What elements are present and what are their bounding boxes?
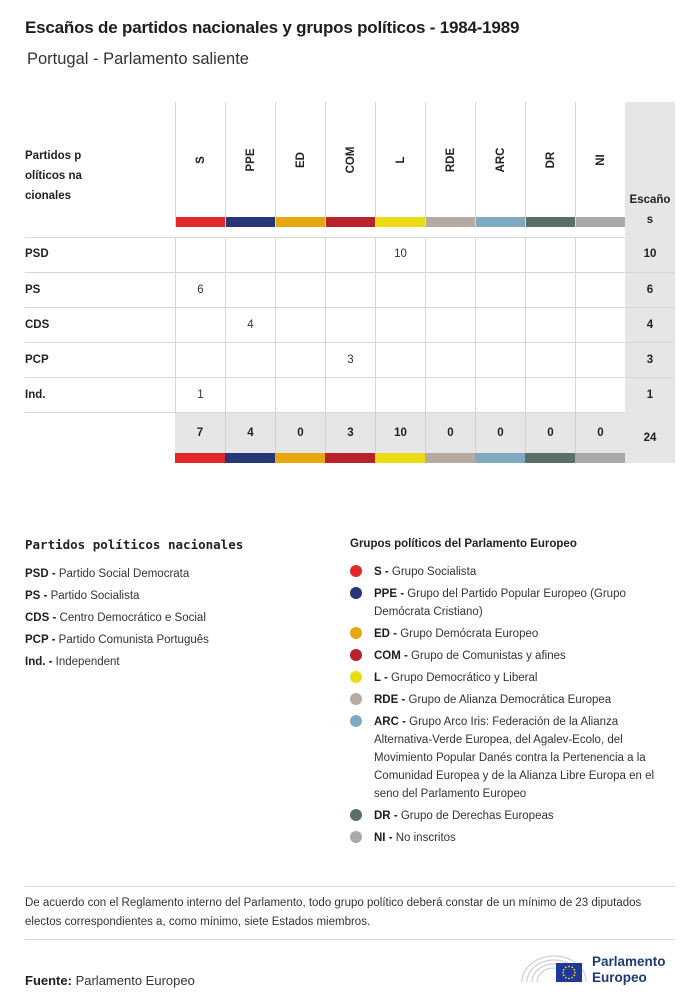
group-legend-item — [350, 807, 675, 825]
table-cell — [525, 273, 575, 308]
column-header-ni — [575, 102, 625, 227]
legend-dot-icon — [350, 693, 362, 705]
group-legend-item — [350, 713, 675, 803]
table-row — [25, 272, 675, 307]
color-bar-rde — [426, 217, 476, 227]
total-label: Escaños — [629, 194, 671, 226]
group-legend-item — [350, 669, 675, 687]
bottom-color-bar-ed — [275, 453, 325, 463]
column-total: 0 — [525, 413, 575, 453]
legend-abbr: NI - — [374, 832, 393, 844]
column-header-arc — [475, 102, 525, 227]
column-header-ppe — [225, 102, 275, 227]
column-header-s — [175, 102, 225, 227]
column-header-l — [375, 102, 425, 227]
divider-bottom — [25, 939, 675, 940]
row-label: PS — [25, 284, 41, 296]
legend-dot-icon — [350, 809, 362, 821]
source-label: Fuente: — [25, 973, 72, 988]
table-cell — [225, 237, 275, 272]
table-cell — [375, 378, 425, 413]
chart-subtitle: Portugal - Parlamento saliente — [27, 50, 249, 68]
total-column-header — [625, 102, 675, 237]
column-header-ed — [275, 102, 325, 227]
group-legend-item — [350, 647, 675, 665]
table-cell — [325, 378, 375, 413]
column-label: COM — [344, 146, 357, 174]
legend-dot-icon — [350, 671, 362, 683]
color-bar-ppe — [226, 217, 276, 227]
bottom-color-bar-ni — [575, 453, 625, 463]
parliament-logo — [518, 948, 678, 990]
legend-name: Grupo de Comunistas y afines — [407, 650, 566, 662]
table-cell — [325, 273, 375, 308]
legend-name: Independent — [52, 656, 120, 668]
legend-abbr: PSD - — [25, 568, 56, 580]
chart-title: Escaños de partidos nacionales y grupos políticos - 1984-1989 — [25, 18, 520, 37]
table-cell — [275, 308, 325, 343]
row-total: 3 — [625, 343, 675, 378]
color-bar-com — [326, 217, 376, 227]
national-party-legend-item — [25, 629, 325, 651]
legend-dot-icon — [350, 627, 362, 639]
table-cell: 10 — [375, 237, 425, 272]
table-cell — [525, 343, 575, 378]
column-label: ED — [294, 152, 307, 168]
row-total: 6 — [625, 273, 675, 308]
footnote: De acuerdo con el Reglamento interno del Parlamento, todo grupo político deberá constar de un mínimo de 23 diputados electos correspondientes a, como mínimo, siete Estados miembros. — [25, 897, 642, 928]
column-totals-row — [175, 413, 625, 453]
groups-legend-title: Grupos políticos del Parlamento Europeo — [350, 538, 577, 550]
color-bar-s — [176, 217, 226, 227]
column-label: RDE — [444, 147, 457, 173]
row-label: CDS — [25, 319, 50, 331]
bottom-color-bar-com — [325, 453, 375, 463]
table-row — [25, 307, 675, 342]
column-label: DR — [544, 151, 557, 169]
table-cell — [575, 308, 625, 343]
table-cell: 6 — [175, 273, 225, 308]
table-cell: 3 — [325, 343, 375, 378]
table-cell — [175, 237, 225, 272]
table-cell — [175, 308, 225, 343]
group-legend-item — [350, 563, 675, 581]
table-cell — [475, 378, 525, 413]
table-row — [25, 342, 675, 377]
legend-abbr: Ind. - — [25, 656, 53, 668]
table-cell — [275, 237, 325, 272]
national-parties-legend — [25, 563, 325, 673]
legend-abbr: L - — [374, 672, 388, 684]
table-cell — [425, 273, 475, 308]
source — [25, 973, 195, 988]
table-cell: 1 — [175, 378, 225, 413]
bottom-color-bar-arc — [475, 453, 525, 463]
column-label: PPE — [244, 148, 257, 172]
legend-name: No inscritos — [392, 832, 456, 844]
column-total: 3 — [325, 413, 375, 453]
table-cell — [525, 378, 575, 413]
color-bar-l — [376, 217, 426, 227]
row-label: PCP — [25, 354, 49, 366]
legend-name: Grupo del Partido Popular Europeo (Grupo Demócrata Cristiano) — [374, 588, 626, 618]
column-label: ARC — [494, 147, 507, 173]
legend-abbr: PS - — [25, 590, 48, 602]
bottom-color-bar-ppe — [225, 453, 275, 463]
row-label: Ind. — [25, 389, 46, 401]
legend-abbr: DR - — [374, 810, 398, 822]
hemicycle-flag-icon — [518, 948, 590, 990]
legend-name: Grupo Arco Iris: Federación de la Alianza Alternativa-Verde Europea, del Agalev-Ecolo, del Movimiento Popular Danés contra la Pertenencia a la Comunidad Europea y de la Alianza Libre Europa en el seno del Parlamento Europeo — [374, 716, 655, 800]
row-total: 1 — [625, 378, 675, 413]
row-total: 10 — [625, 237, 675, 272]
national-party-legend-item — [25, 585, 325, 607]
column-label: L — [394, 156, 407, 164]
column-label: S — [194, 156, 207, 164]
table-cell — [375, 343, 425, 378]
national-parties-legend-title: Partidos políticos nacionales — [25, 537, 244, 552]
table-cell — [525, 308, 575, 343]
groups-legend — [350, 563, 675, 851]
legend-name: Partido Comunista Português — [55, 634, 209, 646]
table-cell — [575, 237, 625, 272]
table-cell — [175, 343, 225, 378]
legend-dot-icon — [350, 565, 362, 577]
legend-dot-icon — [350, 831, 362, 843]
column-header-com — [325, 102, 375, 227]
group-legend-item — [350, 829, 675, 847]
source-value: Parlamento Europeo — [75, 973, 195, 988]
color-bar-arc — [476, 217, 526, 227]
legend-name: Grupo de Derechas Europeas — [397, 810, 554, 822]
national-party-legend-item — [25, 651, 325, 673]
legend-name: Grupo de Alianza Democrática Europea — [405, 694, 612, 706]
legend-name: Partido Socialista — [47, 590, 140, 602]
table-cell — [275, 273, 325, 308]
column-total: 0 — [575, 413, 625, 453]
table-cell — [225, 273, 275, 308]
column-total: 7 — [196, 427, 204, 439]
table-cell — [425, 378, 475, 413]
legend-abbr: PPE - — [374, 588, 405, 600]
legend-abbr: COM - — [374, 650, 408, 662]
table-row — [25, 237, 675, 272]
column-total: 0 — [475, 413, 525, 453]
table-cell — [325, 237, 375, 272]
table-cell — [575, 343, 625, 378]
legend-name: Grupo Demócrata Europeo — [397, 628, 539, 640]
table-cell: 4 — [225, 308, 275, 343]
table-cell — [275, 343, 325, 378]
table-cell — [425, 237, 475, 272]
row-total: 4 — [625, 308, 675, 343]
table-cell — [475, 343, 525, 378]
table-cell — [325, 308, 375, 343]
bottom-color-bar-rde — [425, 453, 475, 463]
legend-abbr: ED - — [374, 628, 397, 640]
table-cell — [375, 273, 425, 308]
legend-abbr: CDS - — [25, 612, 57, 624]
column-header-dr — [525, 102, 575, 227]
grand-total: 24 — [625, 413, 675, 463]
bottom-color-bar-dr — [525, 453, 575, 463]
group-legend-item — [350, 585, 675, 621]
logo-text: Parlamento Europeo — [592, 954, 666, 985]
table-cell — [475, 308, 525, 343]
column-total: 0 — [275, 413, 325, 453]
table-cell — [225, 343, 275, 378]
row-label: PSD — [25, 248, 49, 260]
bottom-color-bar-l — [375, 453, 425, 463]
table-cell — [475, 237, 525, 272]
legend-name: Grupo Democrático y Liberal — [387, 672, 538, 684]
color-bar-dr — [526, 217, 576, 227]
legend-dot-icon — [350, 715, 362, 727]
table-cell — [375, 308, 425, 343]
color-bar-ni — [576, 217, 626, 227]
column-total: 4 — [225, 413, 275, 453]
national-party-legend-item — [25, 563, 325, 585]
table-cell — [225, 378, 275, 413]
group-legend-item — [350, 691, 675, 709]
table-cell — [425, 308, 475, 343]
legend-name: Grupo Socialista — [388, 566, 477, 578]
bottom-color-bar-s — [175, 453, 225, 463]
column-total: 10 — [375, 413, 425, 453]
national-party-legend-item — [25, 607, 325, 629]
legend-abbr: S - — [374, 566, 389, 578]
table-row — [25, 377, 675, 412]
column-label: NI — [594, 154, 607, 166]
row-header-label: Partidos políticos nacionales — [25, 150, 82, 202]
table-header — [25, 102, 675, 227]
legend-name: Partido Social Democrata — [55, 568, 190, 580]
table-cell — [425, 343, 475, 378]
column-header-rde — [425, 102, 475, 227]
legend-dot-icon — [350, 587, 362, 599]
table-cell — [475, 273, 525, 308]
legend-abbr: ARC - — [374, 716, 406, 728]
group-legend-item — [350, 625, 675, 643]
legend-abbr: PCP - — [25, 634, 56, 646]
divider-top — [25, 886, 675, 887]
legend-abbr: RDE - — [374, 694, 406, 706]
column-total: 0 — [425, 413, 475, 453]
color-bar-ed — [276, 217, 326, 227]
table-cell — [575, 273, 625, 308]
legend-name: Centro Democrático e Social — [56, 612, 206, 624]
legend-dot-icon — [350, 649, 362, 661]
table-cell — [575, 378, 625, 413]
table-cell — [275, 378, 325, 413]
table-cell — [525, 237, 575, 272]
